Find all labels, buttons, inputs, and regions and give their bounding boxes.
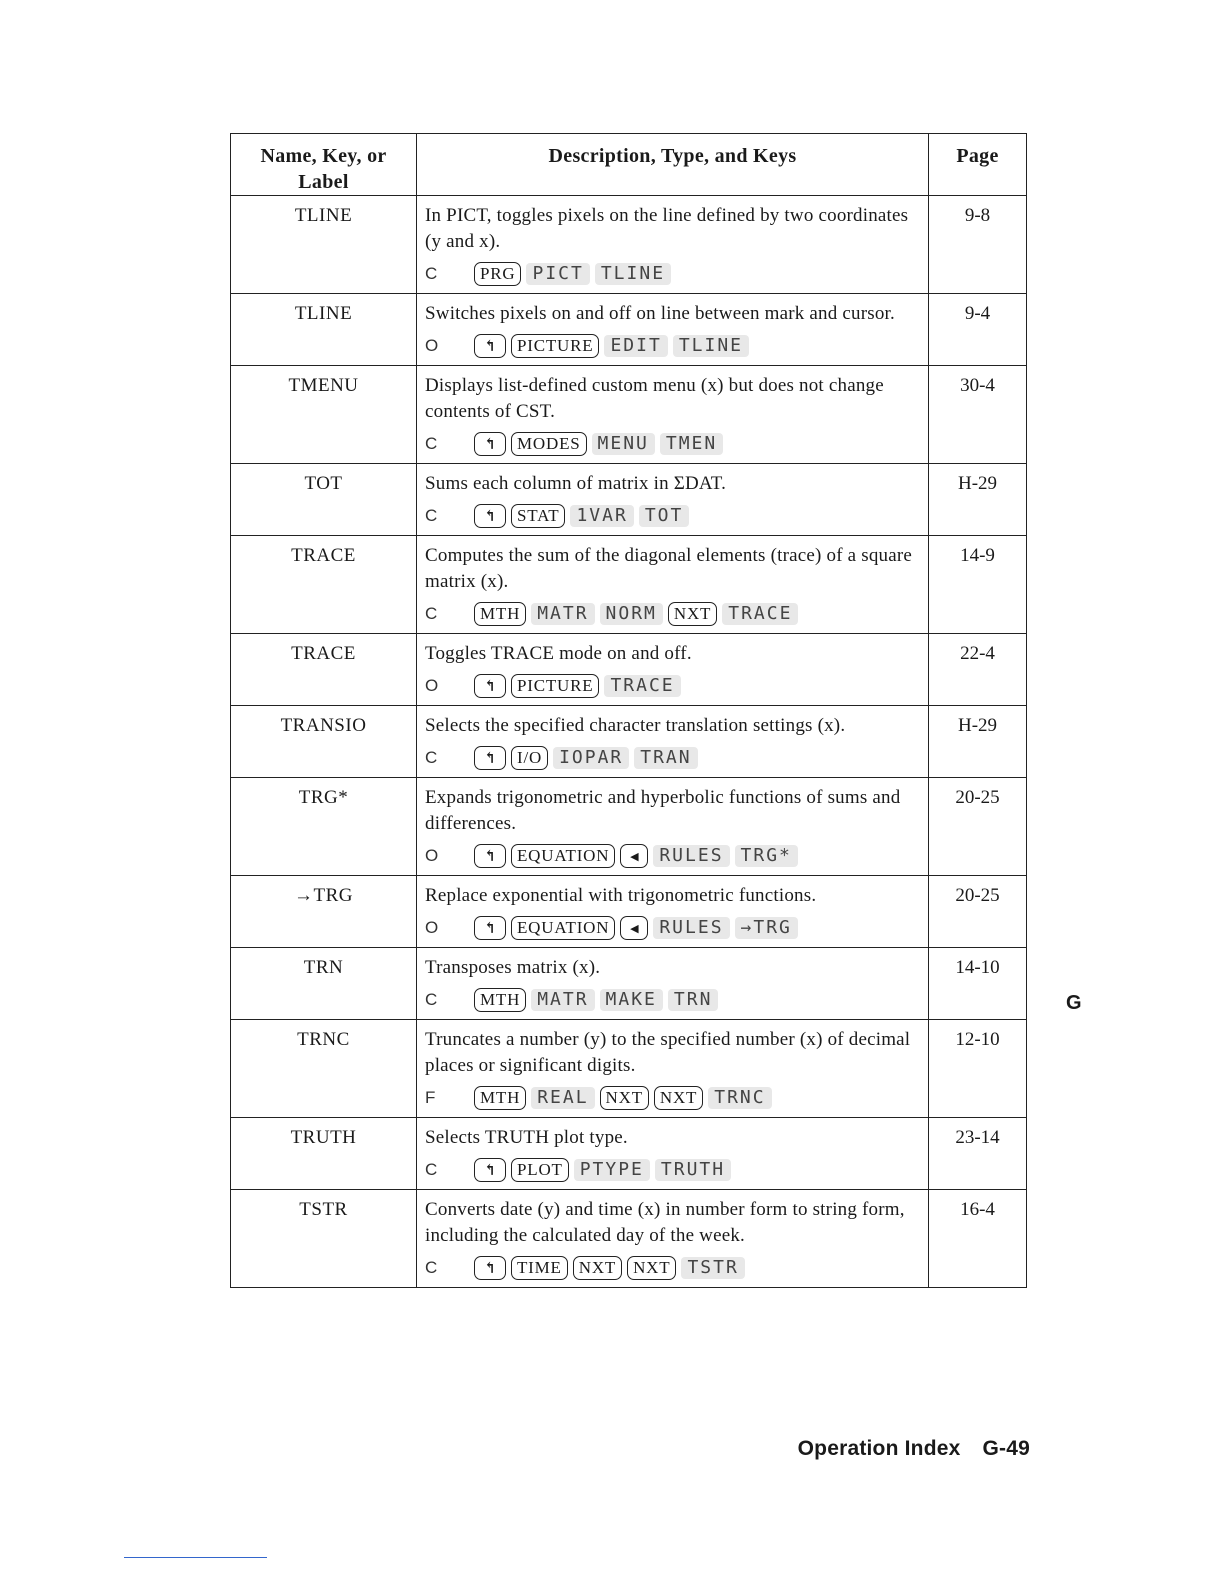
menu-key-label: MENU [592,433,655,455]
page-reference: H-29 [929,706,1027,778]
operation-type: C [425,1258,438,1277]
operation-name: TLINE [231,294,417,366]
menu-key-label: TRACE [604,675,680,697]
page-reference: 9-4 [929,294,1027,366]
menu-key-label: →TRG [735,917,798,939]
page-reference: 12-10 [929,1020,1027,1118]
table-row [231,294,1027,366]
description-cell [417,1190,929,1288]
page-reference: 14-9 [929,536,1027,634]
menu-key-label: TLINE [595,263,671,285]
table-header-row [231,134,1027,196]
page-reference: 22-4 [929,634,1027,706]
key-sequence [425,260,920,288]
calculator-key: MTH [474,988,526,1012]
operation-description: Toggles TRACE mode on and off. [425,643,692,664]
operation-type: C [425,604,438,623]
table-row [231,948,1027,1020]
description-cell [417,876,929,948]
description-cell [417,1118,929,1190]
operation-type: O [425,336,439,355]
operation-type: O [425,918,439,937]
page-reference: 16-4 [929,1190,1027,1288]
operation-type: C [425,434,438,453]
left-arrow-key-icon: ◀ [620,916,648,940]
key-sequence [425,332,920,360]
menu-key-label: RULES [653,917,729,939]
operation-description: In PICT, toggles pixels on the line defined by two coordinates (y and x). [425,205,909,252]
description-cell [417,294,929,366]
calculator-key: PICTURE [511,334,599,358]
description-cell [417,948,929,1020]
calculator-key: NXT [573,1256,622,1280]
operation-name: TRG* [231,778,417,876]
operation-description: Truncates a number (y) to the specified number (x) of decimal places or significant digits. [425,1029,911,1076]
operation-name: TRNC [231,1020,417,1118]
left-shift-key-icon: ↰ [474,334,506,358]
menu-key-label: TRNC [708,1087,771,1109]
calculator-key: TIME [511,1256,568,1280]
operation-name: TLINE [231,196,417,294]
left-shift-key-icon: ↰ [474,432,506,456]
calculator-key: MTH [474,1086,526,1110]
menu-key-label: TRUTH [655,1159,731,1181]
calculator-key: STAT [511,504,565,528]
left-shift-key-icon: ↰ [474,504,506,528]
calculator-key: NXT [654,1086,703,1110]
operation-type: O [425,676,439,695]
operation-description: Switches pixels on and off on line between mark and cursor. [425,303,895,324]
left-shift-key-icon: ↰ [474,916,506,940]
description-cell [417,634,929,706]
operation-description: Displays list-defined custom menu (x) but does not change contents of CST. [425,375,884,422]
key-sequence [425,600,920,628]
menu-key-label: TRAN [634,747,697,769]
calculator-key: MODES [511,432,587,456]
menu-key-label: MATR [531,603,594,625]
table-row [231,778,1027,876]
header-description: Description, Type, and Keys [417,134,929,196]
key-sequence [425,842,920,870]
description-cell [417,366,929,464]
operation-description: Replace exponential with trigonometric functions. [425,885,817,906]
operation-description: Computes the sum of the diagonal elements (trace) of a square matrix (x). [425,545,913,592]
operation-description: Selects the specified character translation settings (x). [425,715,846,736]
menu-key-label: PICT [526,263,589,285]
calculator-key: MTH [474,602,526,626]
key-sequence [425,1156,920,1184]
operation-description: Expands trigonometric and hyperbolic functions of sums and differences. [425,787,901,834]
description-cell [417,778,929,876]
operation-description: Converts date (y) and time (x) in number form to string form, including the calculated day of the week. [425,1199,905,1246]
key-sequence [425,672,920,700]
operation-description: Transposes matrix (x). [425,957,601,978]
table-row [231,196,1027,294]
table-row [231,536,1027,634]
page-reference: 30-4 [929,366,1027,464]
operation-description: Sums each column of matrix in ΣDAT. [425,473,727,494]
operation-name: TRN [231,948,417,1020]
operation-type: C [425,990,438,1009]
operation-index-table [230,133,1027,1288]
calculator-key: PLOT [511,1158,569,1182]
menu-key-label: IOPAR [553,747,629,769]
description-cell [417,1020,929,1118]
page-footer [798,1437,1030,1461]
page-reference: 14-10 [929,948,1027,1020]
footer-title: Operation Index [797,1437,961,1460]
key-sequence [425,914,920,942]
operation-name: TRUTH [231,1118,417,1190]
menu-key-label: TRN [668,989,719,1011]
operation-name: TMENU [231,366,417,464]
left-shift-key-icon: ↰ [474,746,506,770]
key-sequence [425,986,920,1014]
table-row [231,706,1027,778]
operation-name: TRACE [231,634,417,706]
menu-key-label: TRACE [722,603,798,625]
page-reference: H-29 [929,464,1027,536]
menu-key-label: TOT [639,505,690,527]
operation-type: C [425,748,438,767]
operation-name: TOT [231,464,417,536]
left-arrow-key-icon: ◀ [620,844,648,868]
table-row [231,634,1027,706]
operation-name: TRACE [231,536,417,634]
operation-name: TRANSIO [231,706,417,778]
menu-key-label: EDIT [604,335,667,357]
description-cell [417,464,929,536]
menu-key-label: 1VAR [570,505,633,527]
header-page: Page [929,134,1027,196]
menu-key-label: TRG* [735,845,798,867]
key-sequence [425,1084,920,1112]
calculator-key: PICTURE [511,674,599,698]
left-shift-key-icon: ↰ [474,674,506,698]
key-sequence [425,744,920,772]
table-row [231,876,1027,948]
operation-name: →TRG [231,876,417,948]
operation-description: Selects TRUTH plot type. [425,1127,628,1148]
table-row [231,464,1027,536]
page-reference: 9-8 [929,196,1027,294]
key-sequence [425,430,920,458]
table-row [231,1190,1027,1288]
menu-key-label: REAL [531,1087,594,1109]
calculator-key: I/O [511,746,548,770]
table-body [231,196,1027,1288]
menu-key-label: RULES [653,845,729,867]
section-tab: G [1066,992,1082,1014]
page-reference: 20-25 [929,778,1027,876]
menu-key-label: PTYPE [574,1159,650,1181]
calculator-key: EQUATION [511,916,615,940]
operation-type: C [425,1160,438,1179]
menu-key-label: TLINE [673,335,749,357]
menu-key-label: TSTR [681,1257,744,1279]
menu-key-label: NORM [600,603,663,625]
calculator-key: NXT [627,1256,676,1280]
calculator-key: PRG [474,262,521,286]
left-shift-key-icon: ↰ [474,1256,506,1280]
left-shift-key-icon: ↰ [474,844,506,868]
menu-key-label: TMEN [660,433,723,455]
description-cell [417,536,929,634]
left-shift-key-icon: ↰ [474,1158,506,1182]
header-name: Name, Key, or Label [231,134,417,196]
key-sequence [425,502,920,530]
calculator-key: NXT [668,602,717,626]
description-cell [417,706,929,778]
menu-key-label: MAKE [600,989,663,1011]
footnote-rule [124,1557,267,1558]
operation-name: TSTR [231,1190,417,1288]
table-row [231,1118,1027,1190]
footer-page-number: G-49 [982,1437,1030,1460]
page-reference: 23-14 [929,1118,1027,1190]
operation-type: F [425,1088,436,1107]
operation-type: C [425,506,438,525]
table-row [231,1020,1027,1118]
operation-type: O [425,846,439,865]
calculator-key: NXT [600,1086,649,1110]
table-row [231,366,1027,464]
calculator-key: EQUATION [511,844,615,868]
key-sequence [425,1254,920,1282]
operation-type: C [425,264,438,283]
menu-key-label: MATR [531,989,594,1011]
page-reference: 20-25 [929,876,1027,948]
description-cell [417,196,929,294]
